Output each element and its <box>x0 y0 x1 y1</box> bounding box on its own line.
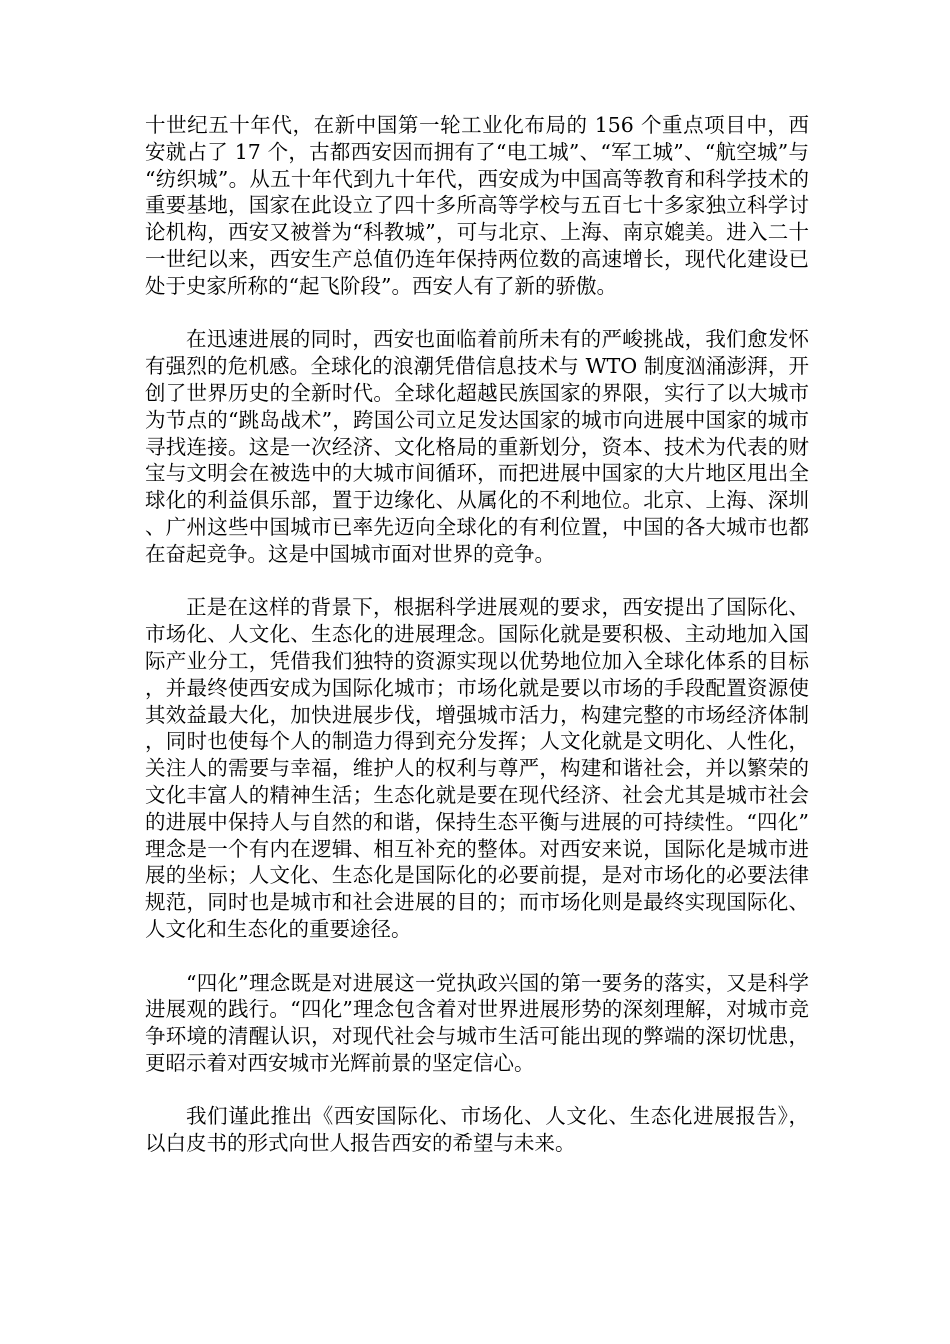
paragraph-1: 十世纪五十年代，在新中国第一轮工业化布局的 156 个重点项目中，西安就占了 17 个，古都西安因而拥有了“电工城”、“军工城”、“航空城”与“纺织城”。从五十年代到九十年代，西安成为中国高等教育和科学技术的重要基地，国家在此设立了四十多所高等学校与五百七十多家独立科学讨论机构，西安又被誉为“科教城”，可与北京、上海、南京媲美。进入二十一世纪以来，西安生产总值仍连年保持两位数的高速增长，现代化建设已处于史家所称的“起飞阶段”。西安人有了新的骄傲。 <box>145 113 809 298</box>
paragraph-5: 我们谨此推出《西安国际化、市场化、人文化、生态化进展报告》，以白皮书的形式向世人报告西安的希望与未来。 <box>145 1104 809 1156</box>
paragraph-4: “四化”理念既是对进展这一党执政兴国的第一要务的落实，又是科学进展观的践行。“四化”理念包含着对世界进展形势的深刻理解，对城市竞争环境的清醒认识，对现代社会与城市生活可能出现的弊端的深切忧患，更昭示着对西安城市光辉前景的坚定信心。 <box>145 970 809 1075</box>
paragraph-3: 正是在这样的背景下，根据科学进展观的要求，西安提出了国际化、市场化、人文化、生态化的进展理念。国际化就是要积极、主动地加入国际产业分工，凭借我们独特的资源实现以优势地位加入全球化体系的目标，并最终使西安成为国际化城市；市场化就是要以市场的手段配置资源使其效益最大化，加快进展步伐，增强城市活力，构建完整的市场经济体制，同时也使每个人的制造力得到充分发挥；人文化就是文明化、人性化，关注人的需要与幸福，维护人的权利与尊严，构建和谐社会，并以繁荣的文化丰富人的精神生活；生态化就是要在现代经济、社会尤其是城市社会的进展中保持人与自然的和谐，保持生态平衡与进展的可持续性。“四化”理念是一个有内在逻辑、相互补充的整体。对西安来说，国际化是城市进展的坐标；人文化、生态化是国际化的必要前提，是对市场化的必要法律规范，同时也是城市和社会进展的目的；而市场化则是最终实现国际化、人文化和生态化的重要途径。 <box>145 595 809 941</box>
paragraph-2: 在迅速进展的同时，西安也面临着前所未有的严峻挑战，我们愈发怀有强烈的危机感。全球化的浪潮凭借信息技术与 WTO 制度汹涌澎湃，开创了世界历史的全新时代。全球化超越民族国家的界限，实行了以大城市为节点的“跳岛战术”，跨国公司立足发达国家的城市向进展中国家的城市寻找连接。这是一次经济、文化格局的重新划分，资本、技术为代表的财宝与文明会在被选中的大城市间循环，而把进展中国家的大片地区甩出全球化的利益俱乐部，置于边缘化、从属化的不利地位。北京、上海、深圳、广州这些中国城市已率先迈向全球化的有利位置，中国的各大城市也都在奋起竞争。这是中国城市面对世界的竞争。 <box>145 327 809 566</box>
body-text <box>145 112 809 1157</box>
